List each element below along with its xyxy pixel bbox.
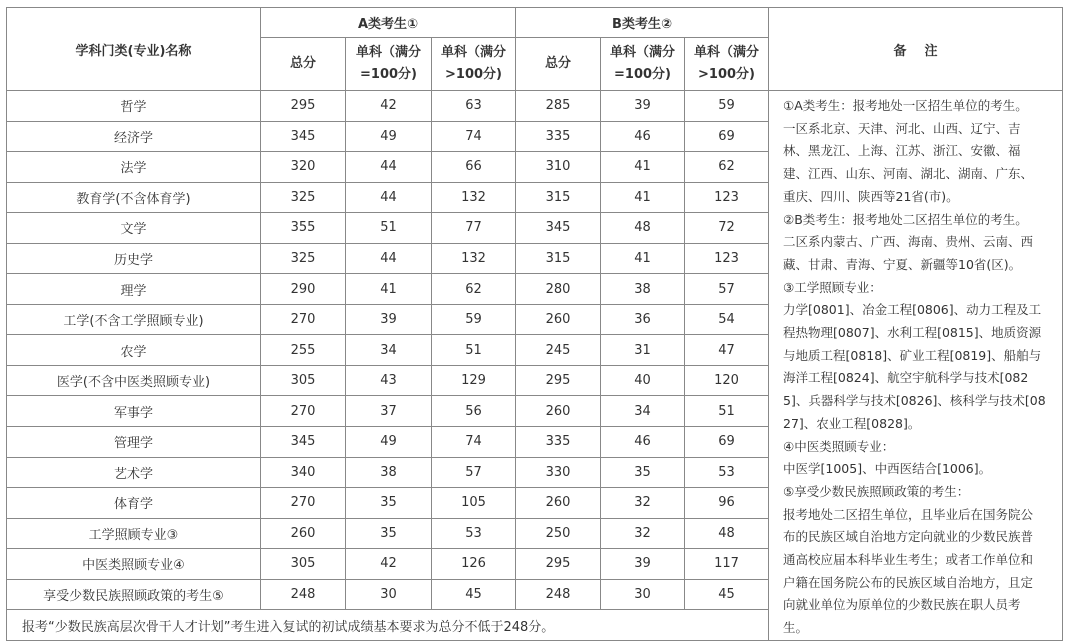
- b-singlegt100-cell: 69: [685, 121, 769, 152]
- group-a-header: A类考生①: [261, 8, 516, 38]
- a-singlegt100-cell: 77: [432, 213, 516, 244]
- a-total-cell: 305: [261, 549, 346, 580]
- b-single100-header: 单科（满分=100分): [601, 38, 685, 91]
- b-single100-cell: 32: [601, 518, 685, 549]
- a-singlegt100-cell: 132: [432, 243, 516, 274]
- note-line: ⑤享受少数民族照顾政策的考生：: [783, 483, 970, 499]
- a-singlegt100-cell: 126: [432, 549, 516, 580]
- b-total-cell: 310: [516, 152, 601, 183]
- a-singlegt100-header: 单科（满分>100分): [432, 38, 516, 91]
- notes-header: 备 注: [769, 8, 1063, 91]
- subject-name: 经济学: [7, 121, 261, 152]
- b-single100-cell: 34: [601, 396, 685, 427]
- b-single100-cell: 41: [601, 152, 685, 183]
- a-singlegt100-cell: 63: [432, 91, 516, 122]
- a-single100-cell: 49: [346, 427, 432, 458]
- b-single100-cell: 46: [601, 427, 685, 458]
- b-single100-cell: 48: [601, 213, 685, 244]
- a-singlegt100-cell: 51: [432, 335, 516, 366]
- note-line: 向就业单位为原单位的少数民族在职人员考: [783, 597, 1021, 613]
- note-line: ③工学照顾专业：: [783, 279, 882, 295]
- subject-name: 中医类照顾专业④: [7, 549, 261, 580]
- b-singlegt100-header: 单科（满分>100分): [685, 38, 769, 91]
- a-single100-cell: 44: [346, 182, 432, 213]
- a-singlegt100-cell: 129: [432, 365, 516, 396]
- a-single100-cell: 39: [346, 304, 432, 335]
- a-singlegt100-cell: 56: [432, 396, 516, 427]
- note-line: 27]、农业工程[0828]。: [783, 415, 921, 431]
- b-total-cell: 315: [516, 182, 601, 213]
- b-total-cell: 295: [516, 549, 601, 580]
- note-line: 二区系内蒙古、广西、海南、贵州、云南、西: [783, 234, 1034, 250]
- a-total-header: 总分: [261, 38, 346, 91]
- b-single100-cell: 41: [601, 182, 685, 213]
- b-total-cell: 285: [516, 91, 601, 122]
- b-single100-cell: 32: [601, 488, 685, 519]
- note-line: 程热物理[0807]、水利工程[0815]、地质资源: [783, 325, 1042, 341]
- b-singlegt100-cell: 48: [685, 518, 769, 549]
- subject-name: 哲学: [7, 91, 261, 122]
- a-singlegt100-cell: 105: [432, 488, 516, 519]
- a-single100-cell: 51: [346, 213, 432, 244]
- group-b-header: B类考生②: [516, 8, 769, 38]
- note-line: 海洋工程[0824]、航空宇航科学与技术[082: [783, 370, 1029, 386]
- note-line: 林、黑龙江、上海、江苏、浙江、安徽、福: [783, 143, 1021, 159]
- a-total-cell: 248: [261, 579, 346, 610]
- note-line: 力学[0801]、冶金工程[0806]、动力工程及工: [783, 302, 1042, 318]
- a-total-cell: 270: [261, 488, 346, 519]
- b-singlegt100-cell: 96: [685, 488, 769, 519]
- b-single100-cell: 40: [601, 365, 685, 396]
- a-singlegt100-cell: 66: [432, 152, 516, 183]
- note-line: 一区系北京、天津、河北、山西、辽宁、吉: [783, 120, 1021, 136]
- note-line: ②B类考生：报考地处二区招生单位的考生。: [783, 211, 1028, 227]
- subject-name: 军事学: [7, 396, 261, 427]
- a-total-cell: 270: [261, 304, 346, 335]
- a-singlegt100-cell: 57: [432, 457, 516, 488]
- subject-header: 学科门类(专业)名称: [7, 8, 261, 91]
- b-single100-cell: 31: [601, 335, 685, 366]
- a-single100-cell: 41: [346, 274, 432, 305]
- a-single100-cell: 35: [346, 518, 432, 549]
- b-total-cell: 345: [516, 213, 601, 244]
- b-single100-cell: 41: [601, 243, 685, 274]
- b-singlegt100-cell: 123: [685, 182, 769, 213]
- b-singlegt100-cell: 51: [685, 396, 769, 427]
- subject-name: 医学(不含中医类照顾专业): [7, 365, 261, 396]
- subject-name: 理学: [7, 274, 261, 305]
- b-singlegt100-cell: 54: [685, 304, 769, 335]
- b-single100-cell: 36: [601, 304, 685, 335]
- b-singlegt100-cell: 62: [685, 152, 769, 183]
- a-singlegt100-cell: 59: [432, 304, 516, 335]
- b-single100-cell: 39: [601, 549, 685, 580]
- subject-name: 艺术学: [7, 457, 261, 488]
- a-total-cell: 290: [261, 274, 346, 305]
- b-single100-cell: 46: [601, 121, 685, 152]
- b-total-cell: 260: [516, 304, 601, 335]
- b-singlegt100-cell: 45: [685, 579, 769, 610]
- a-single100-cell: 42: [346, 549, 432, 580]
- b-total-cell: 335: [516, 427, 601, 458]
- subject-name: 体育学: [7, 488, 261, 519]
- b-total-cell: 295: [516, 365, 601, 396]
- b-single100-cell: 38: [601, 274, 685, 305]
- a-single100-cell: 44: [346, 152, 432, 183]
- a-total-cell: 270: [261, 396, 346, 427]
- b-single100-cell: 30: [601, 579, 685, 610]
- note-line: ①A类考生：报考地处一区招生单位的考生。: [783, 98, 1028, 113]
- a-single100-cell: 37: [346, 396, 432, 427]
- b-single100-cell: 35: [601, 457, 685, 488]
- subject-name: 享受少数民族照顾政策的考生⑤: [7, 579, 261, 610]
- note-line: 报考地处二区招生单位，且毕业后在国务院公: [783, 506, 1034, 522]
- b-total-cell: 260: [516, 396, 601, 427]
- a-singlegt100-cell: 74: [432, 121, 516, 152]
- a-single100-cell: 42: [346, 91, 432, 122]
- a-singlegt100-cell: 53: [432, 518, 516, 549]
- note-line: 户籍在国务院公布的民族区域自治地方，且定: [783, 574, 1034, 590]
- b-total-cell: 260: [516, 488, 601, 519]
- b-singlegt100-cell: 69: [685, 427, 769, 458]
- note-line: 5]、兵器科学与技术[0826]、核科学与技术[08: [783, 393, 1046, 409]
- a-single100-cell: 43: [346, 365, 432, 396]
- note-line: 生。: [783, 620, 809, 636]
- notes-cell: [769, 91, 1063, 641]
- b-single100-cell: 39: [601, 91, 685, 122]
- subject-name: 文学: [7, 213, 261, 244]
- a-total-cell: 340: [261, 457, 346, 488]
- b-singlegt100-cell: 59: [685, 91, 769, 122]
- b-total-cell: 315: [516, 243, 601, 274]
- a-single100-cell: 35: [346, 488, 432, 519]
- b-total-cell: 250: [516, 518, 601, 549]
- b-singlegt100-cell: 117: [685, 549, 769, 580]
- a-single100-cell: 44: [346, 243, 432, 274]
- b-total-cell: 248: [516, 579, 601, 610]
- subject-name: 历史学: [7, 243, 261, 274]
- a-single100-cell: 49: [346, 121, 432, 152]
- a-total-cell: 355: [261, 213, 346, 244]
- a-single100-header: 单科（满分=100分): [346, 38, 432, 91]
- b-singlegt100-cell: 53: [685, 457, 769, 488]
- b-singlegt100-cell: 72: [685, 213, 769, 244]
- subject-name: 农学: [7, 335, 261, 366]
- subject-name: 工学照顾专业③: [7, 518, 261, 549]
- a-singlegt100-cell: 62: [432, 274, 516, 305]
- a-single100-cell: 30: [346, 579, 432, 610]
- b-singlegt100-cell: 123: [685, 243, 769, 274]
- a-total-cell: 345: [261, 427, 346, 458]
- b-total-cell: 245: [516, 335, 601, 366]
- a-total-cell: 260: [261, 518, 346, 549]
- a-total-cell: 325: [261, 182, 346, 213]
- a-total-cell: 295: [261, 91, 346, 122]
- table-row: [7, 91, 1063, 122]
- a-singlegt100-cell: 45: [432, 579, 516, 610]
- a-total-cell: 325: [261, 243, 346, 274]
- note-line: 布的民族区域自治地方定向就业的少数民族普: [783, 529, 1034, 545]
- note-line: 重庆、四川、陕西等21省(市)。: [783, 188, 959, 204]
- note-line: 中医学[1005]、中西医结合[1006]。: [783, 461, 992, 477]
- b-singlegt100-cell: 47: [685, 335, 769, 366]
- a-total-cell: 255: [261, 335, 346, 366]
- subject-name: 法学: [7, 152, 261, 183]
- note-line: ④中医类照顾专业：: [783, 438, 895, 454]
- subject-name: 管理学: [7, 427, 261, 458]
- b-total-cell: 330: [516, 457, 601, 488]
- b-total-cell: 280: [516, 274, 601, 305]
- footer-note: 报考“少数民族高层次骨干人才计划”考生进入复试的初试成绩基本要求为总分不低于248分。: [7, 610, 769, 641]
- a-total-cell: 305: [261, 365, 346, 396]
- a-single100-cell: 38: [346, 457, 432, 488]
- a-total-cell: 320: [261, 152, 346, 183]
- b-singlegt100-cell: 120: [685, 365, 769, 396]
- b-total-cell: 335: [516, 121, 601, 152]
- note-line: 藏、甘肃、青海、宁夏、新疆等10省(区)。: [783, 256, 1022, 272]
- score-table: [6, 7, 1063, 641]
- b-singlegt100-cell: 57: [685, 274, 769, 305]
- a-single100-cell: 34: [346, 335, 432, 366]
- b-total-header: 总分: [516, 38, 601, 91]
- subject-name: 教育学(不含体育学): [7, 182, 261, 213]
- note-line: 与地质工程[0818]、矿业工程[0819]、船舶与: [783, 347, 1042, 363]
- note-line: 建、江西、山东、河南、湖北、湖南、广东、: [783, 166, 1034, 182]
- note-line: 通高校应届本科毕业生考生；或者工作单位和: [783, 552, 1034, 568]
- subject-name: 工学(不含工学照顾专业): [7, 304, 261, 335]
- a-singlegt100-cell: 132: [432, 182, 516, 213]
- a-total-cell: 345: [261, 121, 346, 152]
- a-singlegt100-cell: 74: [432, 427, 516, 458]
